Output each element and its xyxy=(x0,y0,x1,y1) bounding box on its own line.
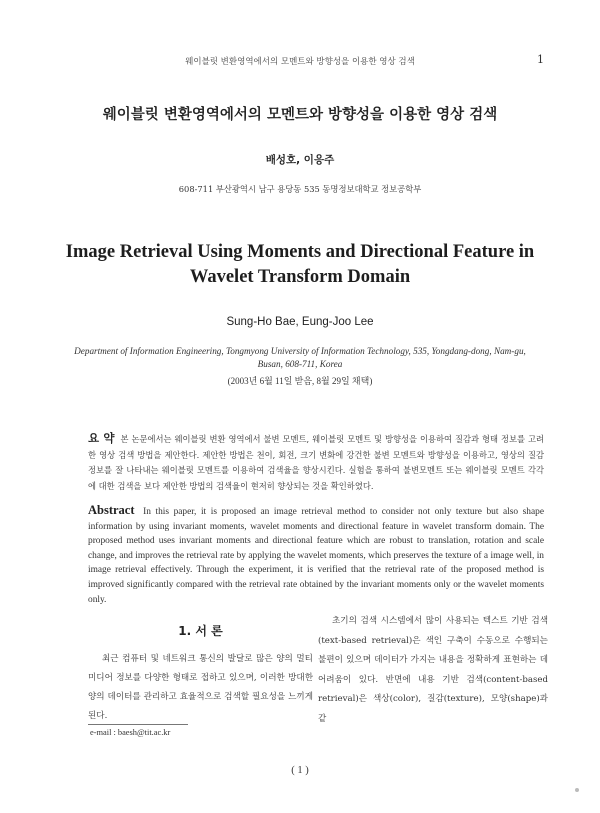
english-affiliation: Department of Information Engineering, Tongmyong University of Information Technology, 535, Yongdang-dong, Nam-gu, Busan, 608-711, Korea xyxy=(74,346,526,369)
english-abstract-text: In this paper, it is proposed an image retrieval method to consider not only texture but also shape information by using invariant moments, wavelet moments and directional feature in wavelet transform domain. The proposed method uses invariant moments and directional feature which are robust to translation, rotation and scale change, and improves the retrieval rate by applying the wavelet moments, which preserves the texture of a image well, in image retrieval effectively. Through the experiment, it is verified that the retrieval rate of the proposed method is improved significantly compared with the retrieval rate obtained by the invariant moments only or the wavelet moments only. xyxy=(88,507,545,605)
footnote-divider xyxy=(88,724,188,725)
english-abstract-label: Abstract xyxy=(88,503,135,517)
intro-right-paragraph: 초기의 검색 시스템에서 많이 사용되는 텍스트 기반 검색(text-based retrieval)은 색인 구축이 수동으로 수행되는 불편이 있으며 데이터가 가지는 내용을 정확하게 표현하는 데 어려움이 있다. 반면에 내용 기반 검색(content-based retrieval)은 색상(color), 질감(texture), 모양(shape)과 같 xyxy=(318,616,548,724)
footnote-email: e-mail : baesh@tit.ac.kr xyxy=(90,728,171,737)
korean-abstract xyxy=(88,431,544,494)
section-title-introduction: 1. 서 론 xyxy=(178,624,223,638)
korean-title: 웨이블릿 변환영역에서의 모멘트와 방향성을 이용한 영상 검색 xyxy=(102,107,498,123)
intro-left-paragraph: 최근 컴퓨터 및 네트워크 통신의 발달로 많은 양의 멀티미디어 정보를 다양한 형태로 접하고 있으며, 이러한 방대한 양의 데이터를 관리하고 효율적으로 검색할 필요성을 느끼게 된다. xyxy=(88,654,313,721)
korean-authors: 배성호, 이응주 xyxy=(265,154,335,166)
korean-affiliation: 608-711 부산광역시 남구 용당동 535 동명정보대학교 정보공학부 xyxy=(178,184,422,194)
korean-abstract-text: 본 논문에서는 웨이블릿 변환 영역에서 불변 모멘트, 웨이블릿 모멘트 및 방향성을 이용하여 질감과 형태 정보를 고려한 영상 검색 방법을 제안한다. 제안한 방법은 천이, 회전, 크기 변화에 강건한 불변 모멘트와 방향성을 이용하고, 영상의 질감 정보를 잘 나타내는 웨이블릿 모멘트를 이용하여 검색율을 향상시킨다. 실험을 통하여 불변모멘트 또는 웨이블릿 모멘트 각각에 대한 검색을 보다 제안한 방법의 검색율이 현저히 향상되는 것을 확인하였다. xyxy=(88,434,544,491)
running-header: 웨이블릿 변환영역에서의 모멘트와 방향성을 이용한 영상 검색 xyxy=(185,57,415,67)
english-title: Image Retrieval Using Moments and Directional Feature in Wavelet Transform Domain xyxy=(65,242,535,287)
scan-speck xyxy=(575,788,579,792)
page-number-top: 1 xyxy=(537,53,544,66)
page-number-bottom: ( 1 ) xyxy=(291,765,309,776)
received-date: (2003년 6월 11일 받음, 8월 29일 채택) xyxy=(227,376,373,386)
english-authors: Sung-Ho Bae, Eung-Joo Lee xyxy=(226,316,374,328)
english-abstract xyxy=(88,503,544,607)
korean-abstract-label: 요 약 xyxy=(88,431,115,445)
